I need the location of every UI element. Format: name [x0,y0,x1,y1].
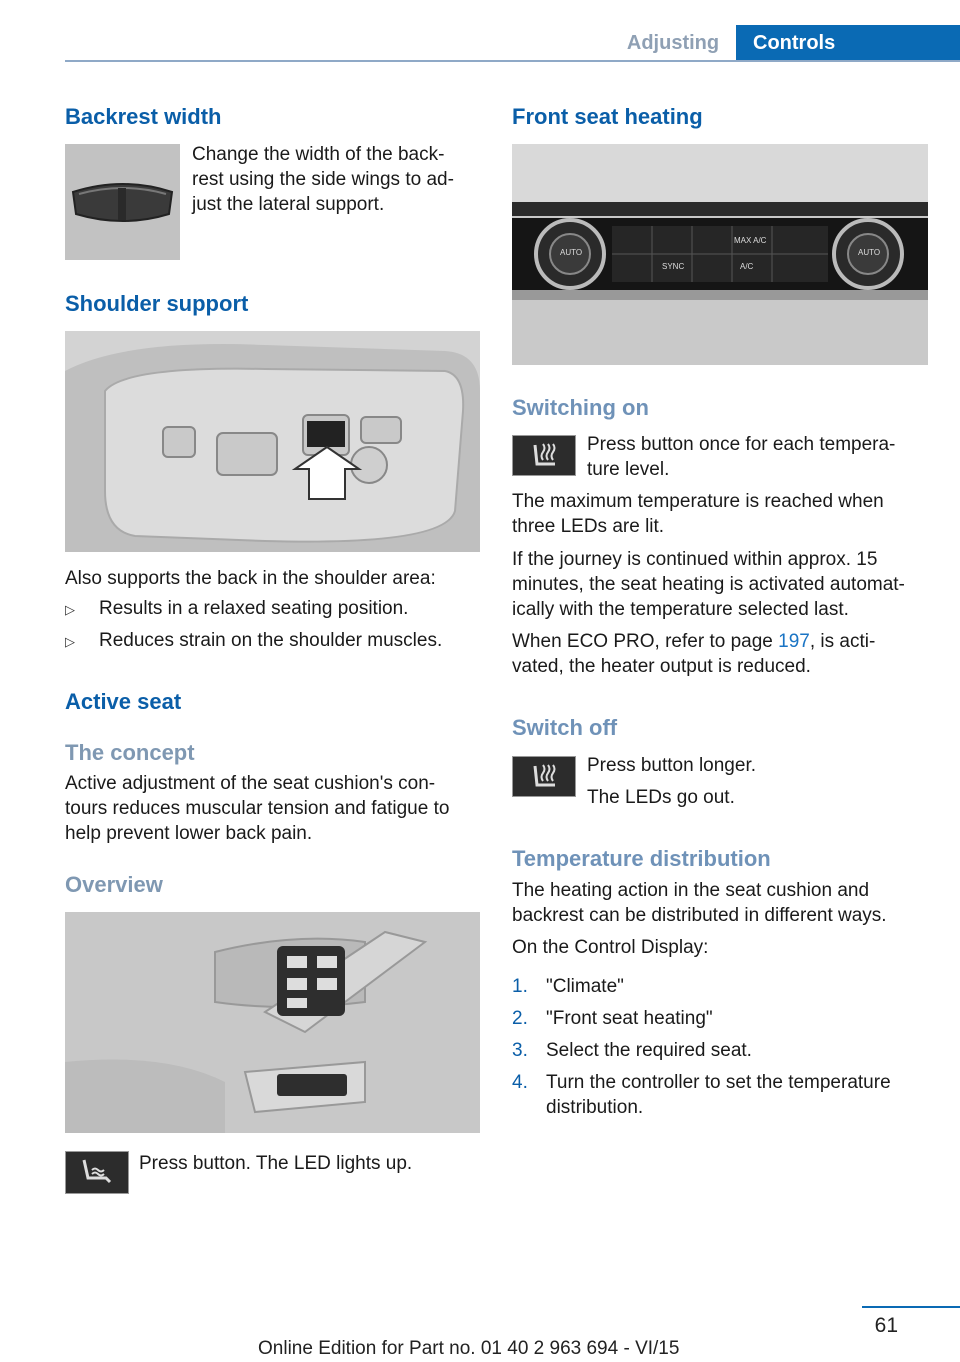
panel-label-max-ac: MAX A/C [734,236,767,245]
switching-on-text: Press button once for each tempera‐ ture level. [587,434,896,480]
active-seat-button[interactable] [65,1151,129,1194]
seat-heating-icon [513,436,575,475]
seat-heating-button[interactable] [512,435,576,476]
edition-footer: Online Edition for Part no. 01 40 2 963 694 - VI/15 [258,1338,680,1359]
backrest-width-text: Change the width of the back‐ rest using the side wings to ad‐ just the lateral support. [192,144,454,215]
shoulder-support-image [65,331,480,552]
eco-pro-text-a: When ECO PRO, refer to page [512,631,779,652]
control-display-intro: On the Control Display: [512,937,709,958]
step-3 [512,1038,752,1063]
shoulder-bullet-1 [65,596,408,622]
switch-off-title: Switch off [512,715,618,740]
active-seat-icon [66,1152,128,1193]
journey-continued-text: If the journey is continued within approx. 15 minutes, the seat heating is activated automat‐ ically with the temperature selected last. [512,549,905,620]
step-number: 3. [512,1040,528,1061]
page-link-197[interactable]: 197 [778,631,810,652]
panel-label-sync: SYNC [662,262,685,271]
eco-pro-text-b: , is acti‐ vated, the heater output is reduced. [512,631,876,677]
seat-heating-icon [513,757,575,796]
step-2 [512,1006,713,1031]
eco-pro-text [512,629,875,679]
step-text: Select the required seat. [546,1040,752,1061]
step-number: 1. [512,976,528,997]
active-seat-title: Active seat [65,689,182,714]
shoulder-support-title: Shoulder support [65,291,249,316]
step-4 [512,1070,891,1120]
shoulder-bullet-text: Reduces strain on the shoulder muscles. [99,630,443,651]
step-1 [512,974,624,999]
panel-label-ac: A/C [740,262,754,271]
switch-off-text-1: Press button longer. [587,755,756,776]
panel-label-auto-left: AUTO [560,248,583,257]
door-panel-image [65,912,480,1133]
panel-label-auto-right: AUTO [858,248,881,257]
backrest-width-title: Backrest width [65,104,222,129]
shoulder-bullet-text: Results in a relaxed seating position. [99,598,409,619]
temperature-distribution-title: Temperature distribution [512,846,771,871]
step-text: Turn the controller to set the temperature distribution. [546,1072,891,1118]
bullet-triangle-icon: ▷ [65,602,75,617]
step-number: 4. [512,1072,528,1093]
backrest-switch-image [65,144,180,260]
front-seat-heating-title: Front seat heating [512,104,703,129]
max-temperature-text: The maximum temperature is reached when three LEDs are lit. [512,491,884,537]
overview-title: Overview [65,872,163,897]
step-text: "Climate" [546,976,624,997]
shoulder-bullet-2 [65,628,442,654]
header-section-tab[interactable]: Adjusting [626,31,720,54]
climate-panel-image [512,144,928,365]
the-concept-text: Active adjustment of the seat cushion's con‐ tours reduces muscular tension and fatigue to help prevent lower back pain. [65,773,450,844]
page-number: 61 [874,1314,898,1337]
switching-on-title: Switching on [512,395,649,420]
footer-rule [862,1306,960,1308]
header-chapter-tab[interactable]: Controls [736,25,960,62]
bullet-triangle-icon: ▷ [65,634,75,649]
shoulder-support-intro: Also supports the back in the shoulder area: [65,568,436,589]
active-seat-press-text: Press button. The LED lights up. [139,1153,413,1174]
header-rule [65,60,960,62]
the-concept-title: The concept [65,740,195,765]
temperature-distribution-text: The heating action in the seat cushion and backrest can be distributed in different ways. [512,880,887,926]
switch-off-text-2: The LEDs go out. [587,787,735,808]
step-text: "Front seat heating" [546,1008,713,1029]
seat-heating-button-off[interactable] [512,756,576,797]
step-number: 2. [512,1008,528,1029]
